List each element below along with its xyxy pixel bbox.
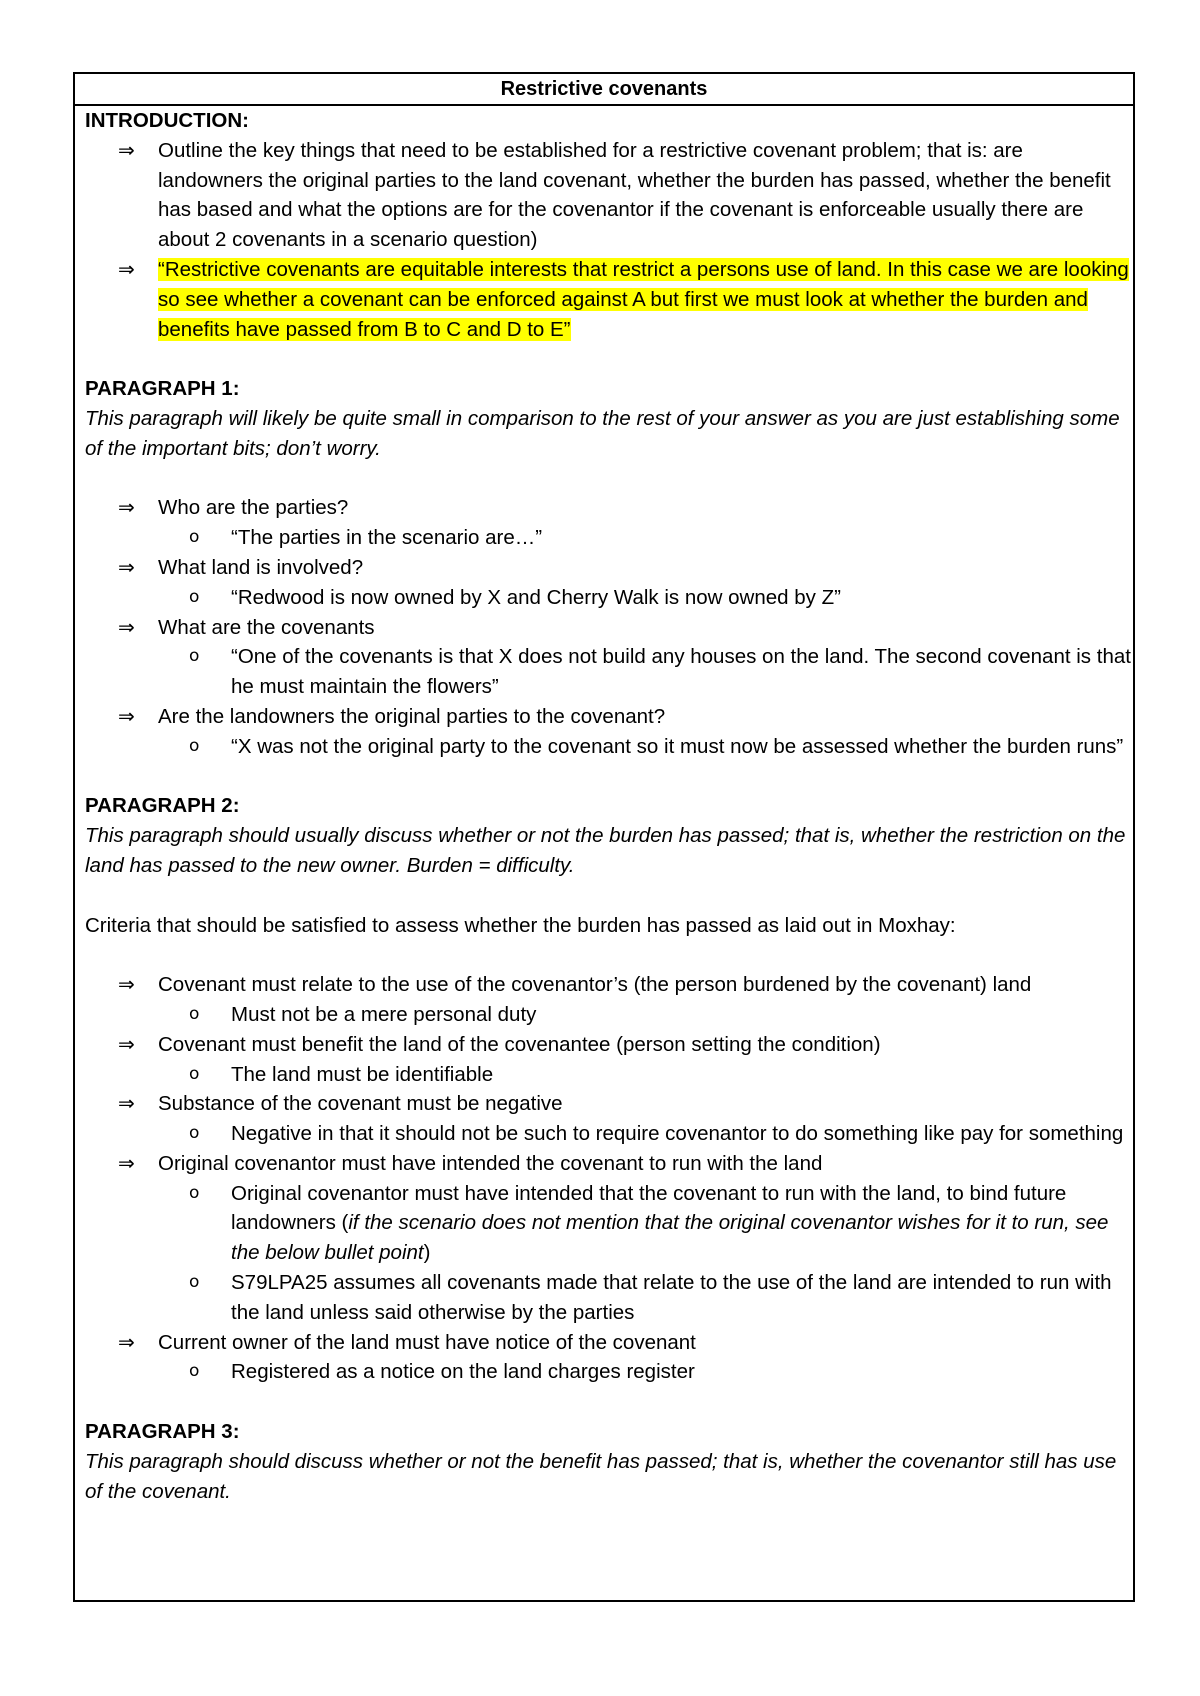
sub-list [158, 583, 1133, 613]
sub-list [158, 732, 1133, 762]
list-item-text: Covenant must benefit the land of the covenantee (person setting the condition) [158, 1032, 881, 1056]
circle-bullet-icon: o [189, 1063, 200, 1084]
list-item [85, 136, 1133, 255]
arrow-bullet-icon: ⇒ [118, 495, 135, 520]
list-item [85, 493, 1133, 553]
sub-list-item [158, 642, 1133, 702]
list-item [85, 1030, 1133, 1090]
circle-bullet-icon: o [189, 586, 200, 607]
circle-bullet-icon: o [189, 1003, 200, 1024]
arrow-bullet-icon: ⇒ [118, 972, 135, 997]
arrow-bullet-icon: ⇒ [118, 1031, 135, 1056]
sub-list-item-text: “One of the covenants is that X does not build any houses on the land. The second covenant is that he must maintain the flowers” [231, 645, 1131, 699]
intro-heading: INTRODUCTION: [85, 109, 249, 132]
sub-list-item-text: ) [423, 1241, 431, 1265]
arrow-bullet-icon: ⇒ [118, 256, 135, 281]
document-title: Restrictive covenants [75, 74, 1133, 106]
list-item-text: Covenant must relate to the use of the covenantor’s (the person burdened by the covenant) land [158, 973, 1032, 997]
sub-list-item [158, 1119, 1133, 1149]
sub-list [158, 1357, 1133, 1387]
sub-list-item-text: “The parties in the scenario are…” [231, 526, 543, 550]
intro-bullet-text: Outline the key things that need to be established for a restrictive covenant problem; that is: are landowners the original parties to the land covenant, whether the burden has passed, whether the benefit has based and what the options are for the covenantor if the covenant is enforceable usually there are about 2 covenants in a scenario question) [158, 138, 1111, 252]
list-item [85, 970, 1133, 1030]
sub-list-item-text: The land must be identifiable [231, 1062, 494, 1086]
circle-bullet-icon: o [189, 1123, 200, 1144]
list-item [85, 702, 1133, 762]
sub-list-item [158, 1179, 1133, 1268]
document-frame [73, 72, 1135, 1602]
paragraph-3-heading: PARAGRAPH 3: [85, 1420, 240, 1444]
list-item [85, 1328, 1133, 1388]
sub-list [158, 642, 1133, 702]
sub-list-item-text: “X was not the original party to the covenant so it must now be assessed whether the burden runs” [231, 734, 1124, 758]
circle-bullet-icon: o [189, 1361, 200, 1382]
sub-list [158, 1179, 1133, 1328]
sub-list-item [158, 1268, 1133, 1328]
highlighted-quote: “Restrictive covenants are equitable interests that restrict a persons use of land. In this case we are looking so see whether a covenant can be enforced against A but first we must look at whether the burden and benefits have passed from B to C and D to E” [158, 257, 1129, 341]
sub-list-item [158, 1000, 1133, 1030]
paragraph-3-note: This paragraph should discuss whether or not the benefit has passed; that is, whether the covenantor still has use of the covenant. [85, 1449, 1117, 1503]
list-item [85, 553, 1133, 613]
sub-list [158, 1119, 1133, 1149]
paragraph-1-note: This paragraph will likely be quite small in comparison to the rest of your answer as you are just establishing some of the important bits; don’t worry. [85, 406, 1120, 460]
sub-list-item [158, 523, 1133, 553]
list-item-text: Current owner of the land must have notice of the covenant [158, 1330, 696, 1354]
sub-list-item-text: Negative in that it should not be such to require covenantor to do something like pay for something [231, 1122, 1124, 1146]
list-item [85, 1149, 1133, 1328]
list-item [85, 613, 1133, 702]
arrow-bullet-icon: ⇒ [118, 614, 135, 639]
list-item-text: Are the landowners the original parties to the covenant? [158, 704, 666, 728]
paragraph-2-list [85, 970, 1133, 1387]
list-item-text: Original covenantor must have intended the covenant to run with the land [158, 1151, 823, 1175]
intro-list [85, 136, 1133, 345]
paragraph-1-list [85, 493, 1133, 761]
sub-list-item-text: “Redwood is now owned by X and Cherry Walk is now owned by Z” [231, 585, 841, 609]
paragraph-2-heading: PARAGRAPH 2: [85, 794, 240, 818]
arrow-bullet-icon: ⇒ [118, 554, 135, 579]
list-item [85, 1089, 1133, 1149]
circle-bullet-icon: o [189, 527, 200, 548]
sub-list-item-text: S79LPA25 assumes all covenants made that relate to the use of the land are intended to run with the land unless said otherwise by the parties [231, 1271, 1112, 1324]
sub-list [158, 1060, 1133, 1090]
sub-list-item-text: Must not be a mere personal duty [231, 1002, 537, 1026]
sub-list-item [158, 583, 1133, 613]
arrow-bullet-icon: ⇒ [118, 137, 135, 162]
paragraph-2-note: This paragraph should usually discuss whether or not the burden has passed; that is, whether the restriction on the land has passed to the new owner. Burden = difficulty. [85, 824, 1126, 877]
circle-bullet-icon: o [189, 1182, 200, 1203]
arrow-bullet-icon: ⇒ [118, 703, 135, 728]
sub-list-item-text: Registered as a notice on the land charges register [231, 1360, 695, 1384]
circle-bullet-icon: o [189, 735, 200, 756]
arrow-bullet-icon: ⇒ [118, 1329, 135, 1354]
paragraph-2-criteria: Criteria that should be satisfied to assess whether the burden has passed as laid out in Moxhay: [85, 913, 956, 937]
sub-list-item-text: Original covenantor must have intended that the covenant to run with the land, to bind future landowners ( [231, 1181, 1067, 1235]
sub-list-item [158, 1357, 1133, 1387]
sub-list [158, 523, 1133, 553]
list-item-text: What are the covenants [158, 615, 375, 639]
arrow-bullet-icon: ⇒ [118, 1150, 135, 1175]
sub-list-item [158, 732, 1133, 762]
document-body [75, 106, 1133, 1506]
paragraph-1-heading: PARAGRAPH 1: [85, 377, 240, 401]
arrow-bullet-icon: ⇒ [118, 1091, 135, 1116]
circle-bullet-icon: o [189, 1272, 200, 1293]
circle-bullet-icon: o [189, 646, 200, 667]
list-item-text: Substance of the covenant must be negative [158, 1092, 563, 1116]
sub-list [158, 1000, 1133, 1030]
list-item [85, 255, 1133, 344]
sub-list-item-italic-text: if the scenario does not mention that the original covenantor wishes for it to run, see the below bullet point [231, 1211, 1109, 1265]
list-item-text: What land is involved? [158, 555, 364, 579]
list-item-text: Who are the parties? [158, 496, 349, 520]
sub-list-item [158, 1060, 1133, 1090]
